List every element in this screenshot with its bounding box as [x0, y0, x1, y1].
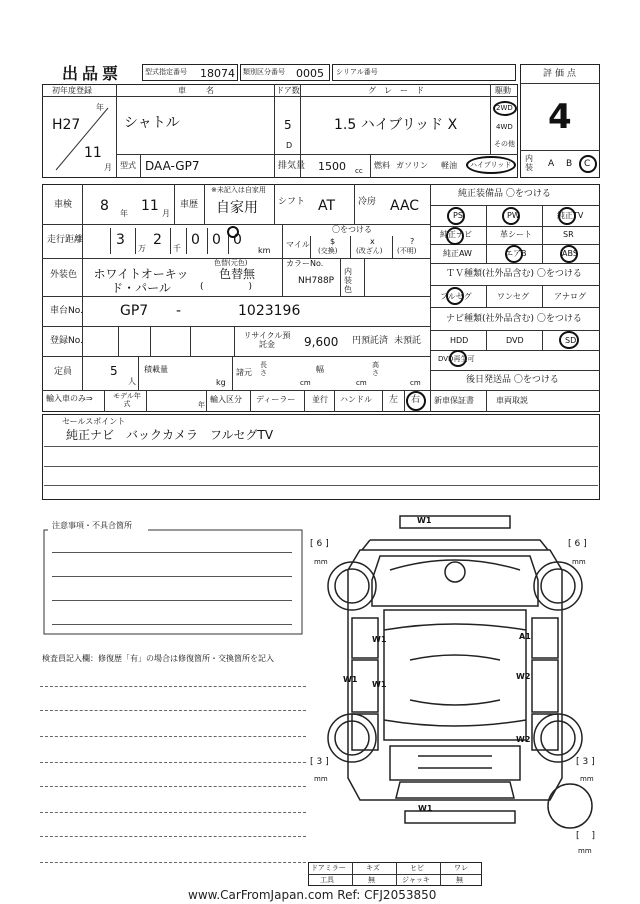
score-value: 4	[548, 97, 572, 137]
load-unit: kg	[216, 378, 226, 387]
shaken-year: 8	[100, 198, 109, 214]
height-unit: cm	[410, 379, 421, 387]
interior-grade-b: B	[566, 159, 573, 169]
year-unit: 年	[96, 103, 104, 112]
history-label: 車歴	[180, 200, 199, 210]
inspector-label: 検査員記入欄：修復歴「有」の場合は修復箇所・交換箇所を記入	[42, 654, 274, 663]
fuel-gasoline: ガソリン	[396, 161, 428, 170]
form-title: 出品票	[62, 64, 123, 83]
type-no-value: 18074	[200, 67, 235, 80]
meter-swap-sym: $	[330, 237, 336, 246]
chassis-prefix: GP7	[120, 303, 149, 319]
class-no-value: 0005	[296, 67, 324, 80]
chassis-label: 車台No.	[50, 306, 83, 316]
shaken-label: 車検	[54, 200, 73, 210]
sales-point-label: セールスポイント	[62, 417, 126, 426]
handle-label: ハンドル	[340, 395, 372, 404]
caution-bracket	[40, 526, 306, 638]
damage-mark-front-bumper: W1	[417, 516, 432, 525]
ac-value: AAC	[390, 198, 420, 214]
mileage-km: km	[258, 246, 271, 255]
damage-mark-front-right: A1	[519, 632, 531, 641]
interior-grade-c-circle	[579, 155, 597, 173]
first-reg-year: H27	[52, 117, 81, 133]
shift-label: シフト	[278, 197, 306, 207]
history-note: ※未記入は自家用	[211, 186, 266, 194]
damage-mark-rear-bumper: W1	[418, 804, 433, 813]
model-label: 型式	[120, 161, 136, 170]
meter-swap: (交換)	[318, 247, 338, 255]
chassis-number: 1023196	[238, 303, 301, 319]
import-label: 輸入車のみ⇒	[46, 394, 93, 403]
mile-label: マイル	[286, 240, 310, 249]
fuel-diesel: 軽油	[441, 161, 457, 170]
legend-r3: ジャッキ	[402, 876, 430, 884]
first-reg-month: 11	[84, 145, 102, 161]
equip-navi-circle	[446, 227, 464, 245]
navi-sd-circle	[559, 331, 579, 349]
fuel-hybrid-circle	[466, 156, 516, 174]
color-change-value: 色替無	[219, 267, 256, 281]
exterior-color-label: 外装色	[50, 270, 78, 280]
drive-other: その他	[494, 140, 515, 148]
mileage-circle	[227, 226, 239, 238]
navi-title: ナビ種類(社外品含む) 〇をつける	[446, 314, 582, 324]
dvd-playback-circle	[449, 350, 467, 367]
drive-label: 駆動	[495, 86, 511, 95]
height-label: 高さ	[372, 361, 379, 377]
recycle-status: 円預託済	[352, 336, 389, 346]
width-label: 幅	[316, 365, 324, 374]
month-unit: 月	[104, 163, 112, 172]
tread-fr: [ 6 ]	[568, 539, 587, 549]
equip-tv-circle	[558, 207, 576, 225]
tread-rl-value: 3	[316, 757, 323, 767]
recycle-label: リサイクル預託金	[243, 331, 291, 349]
later-warranty: 新車保証書	[434, 396, 474, 405]
tv-title: ＴＶ種類(社外品含む) 〇をつける	[446, 269, 582, 279]
shaken-month-unit: 月	[162, 209, 170, 218]
legend-h2: キズ	[366, 864, 380, 872]
genuine-title: 純正装備品 〇をつける	[458, 189, 551, 199]
damage-mark-right-rear: W2	[516, 735, 531, 744]
color-no: NH788P	[298, 276, 335, 286]
cc-unit: cc	[355, 167, 363, 175]
equip-ps: PS	[453, 211, 463, 220]
tv-oneseg: ワンセグ	[497, 292, 529, 301]
mileage-sen: 千	[173, 244, 181, 253]
color-change-paren: ( )	[200, 282, 253, 292]
fuel-hybrid: ハイブリッド	[470, 161, 512, 169]
equip-airbag-circle	[505, 245, 523, 263]
score-label: 評価点	[543, 69, 580, 79]
legend-h3: ヒビ	[410, 864, 424, 872]
equip-leather: 革シート	[500, 230, 532, 239]
tread-rr-mm: mm	[580, 775, 594, 783]
first-reg-slash	[50, 100, 112, 174]
tread-spare-value	[580, 831, 592, 841]
tv-fullseg-circle	[446, 287, 464, 305]
equip-airbag: エアB	[505, 249, 527, 258]
meter-note: 〇をつける	[332, 225, 372, 234]
car-name-label: 車 名	[178, 86, 220, 95]
mileage-label: 走行距離	[47, 235, 84, 245]
recycle-unpaid: 未預託	[394, 336, 422, 346]
interior-grade-label: 内装	[525, 154, 533, 172]
length-label: 長さ	[260, 361, 267, 377]
legend-h4: ワレ	[454, 864, 468, 872]
handle-right-circle	[406, 391, 426, 411]
mileage-man: 万	[138, 244, 146, 253]
color-no-label: カラーNo.	[286, 259, 324, 268]
legend-r1: 工具	[320, 876, 334, 884]
size-label: 諸元	[236, 368, 252, 377]
model-value: DAA-GP7	[145, 159, 200, 173]
legend-r2: 無	[368, 876, 375, 884]
legend-h1: ドアミラー	[311, 864, 346, 872]
model-year-label: モデル年式	[113, 392, 141, 408]
model-year-unit: 年	[198, 401, 205, 409]
watermark: www.CarFromJapan.com Ref: CFJ2053850	[188, 888, 437, 902]
equip-pw-circle	[502, 207, 520, 225]
mileage-digit-2: 2	[153, 232, 162, 248]
displacement-value: 1500	[318, 160, 346, 173]
car-name: シャトル	[124, 115, 180, 131]
capacity-value: 5	[110, 364, 118, 378]
equip-abs: ABS	[562, 249, 578, 258]
damage-mark-right-side: W2	[516, 672, 531, 681]
equip-pw: PW	[507, 211, 520, 220]
capacity-label: 定員	[54, 367, 73, 377]
serial-label: シリアル番号	[336, 68, 378, 76]
tread-fl-value: 6	[316, 539, 323, 549]
sales-point-text: 純正ナビ バックカメラ フルセグTV	[66, 428, 274, 442]
drive-2wd: 2WD	[496, 104, 513, 112]
shaken-month: 11	[141, 198, 159, 214]
color-change-label: 色替(元色)	[214, 259, 248, 267]
drive-2wd-circle	[493, 101, 517, 116]
length-unit: cm	[300, 379, 311, 387]
doors-value: 5	[284, 118, 292, 132]
tread-rr: [ 3 ]	[576, 757, 595, 767]
mileage-digit-4: 0	[212, 232, 221, 248]
tv-analog: アナログ	[554, 292, 586, 301]
first-reg-label: 初年度登録	[52, 86, 92, 95]
tread-fr-value: 6	[574, 539, 581, 549]
width-unit: cm	[356, 379, 367, 387]
capacity-unit: 人	[128, 377, 136, 386]
navi-sd: SD	[565, 336, 577, 345]
import-dealer: ディーラー	[256, 395, 296, 404]
history-value: 自家用	[216, 200, 258, 216]
meter-unknown-sym: ?	[410, 237, 415, 246]
tread-fl-mm: mm	[314, 558, 328, 566]
navi-dvd: DVD	[506, 336, 524, 345]
reg-no-label: 登録No.	[50, 336, 83, 346]
exterior-color: ホワイトオーキッド・パール	[93, 267, 189, 295]
mileage-digit-3: 0	[191, 232, 200, 248]
car-damage-diagram	[300, 510, 610, 830]
drive-4wd: 4WD	[496, 123, 513, 131]
interior-color-label: 内装色	[344, 267, 352, 294]
caution-label: 注意事項・不具合箇所	[52, 521, 132, 530]
tread-rr-value: 3	[582, 757, 589, 767]
tread-fr-mm: mm	[572, 558, 586, 566]
doors-sub: D	[286, 141, 293, 150]
doors-label: ドア数	[276, 86, 300, 95]
mileage-digit-5: 0	[233, 232, 242, 248]
shift-value: AT	[318, 198, 336, 214]
meter-tamper-sym: x	[370, 237, 375, 246]
equip-sr: SR	[563, 230, 574, 239]
load-label: 積載量	[144, 365, 168, 374]
meter-unknown: (不明)	[397, 247, 417, 255]
later-manual: 車両取説	[496, 396, 528, 405]
ac-label: 冷房	[358, 197, 377, 207]
navi-hdd: HDD	[450, 336, 469, 345]
tread-fl: [ 6 ]	[310, 539, 329, 549]
equip-abs-circle	[560, 245, 578, 263]
class-no-label: 類別区分番号	[243, 68, 285, 76]
damage-mark-front-left: W1	[372, 635, 387, 644]
recycle-fee: 9,600	[304, 335, 339, 349]
displacement-label: 排気量	[278, 161, 306, 171]
tread-spare: [ ]	[576, 831, 596, 841]
fuel-label: 燃料	[374, 161, 390, 170]
import-parallel: 並行	[312, 395, 328, 404]
shaken-year-unit: 年	[120, 209, 128, 218]
legend-r4: 無	[456, 876, 463, 884]
handle-right: 右	[411, 395, 421, 405]
tv-fullseg: フルセグ	[440, 292, 472, 301]
interior-grade-a: A	[548, 159, 555, 169]
handle-left: 左	[389, 395, 399, 405]
chassis-dash: -	[176, 303, 182, 319]
tread-spare-mm: mm	[578, 847, 592, 855]
type-no-label: 型式指定番号	[145, 68, 187, 76]
later-title: 後日発送品 〇をつける	[466, 375, 559, 385]
interior-grade-c: C	[584, 159, 591, 169]
damage-mark-rear-left: W1	[372, 680, 387, 689]
equip-navi: 純正ナビ	[440, 230, 472, 239]
equip-aw: 純正AW	[443, 249, 472, 258]
import-class-label: 輸入区分	[210, 395, 242, 404]
damage-mark-left-side: W1	[343, 675, 358, 684]
mileage-digit-1: 3	[116, 232, 125, 248]
equip-ps-circle	[447, 207, 465, 225]
tread-rl-mm: mm	[314, 775, 328, 783]
tread-rl: [ 3 ]	[310, 757, 329, 767]
meter-tamper: (改ざん)	[356, 247, 383, 255]
grade-value: 1.5 ハイブリッド X	[334, 117, 458, 133]
equip-tv: 純正TV	[557, 211, 584, 220]
dvd-playback: DVD再生可	[438, 355, 475, 363]
grade-label: グ レ ー ド	[368, 86, 424, 95]
sales-point-box	[42, 414, 600, 500]
